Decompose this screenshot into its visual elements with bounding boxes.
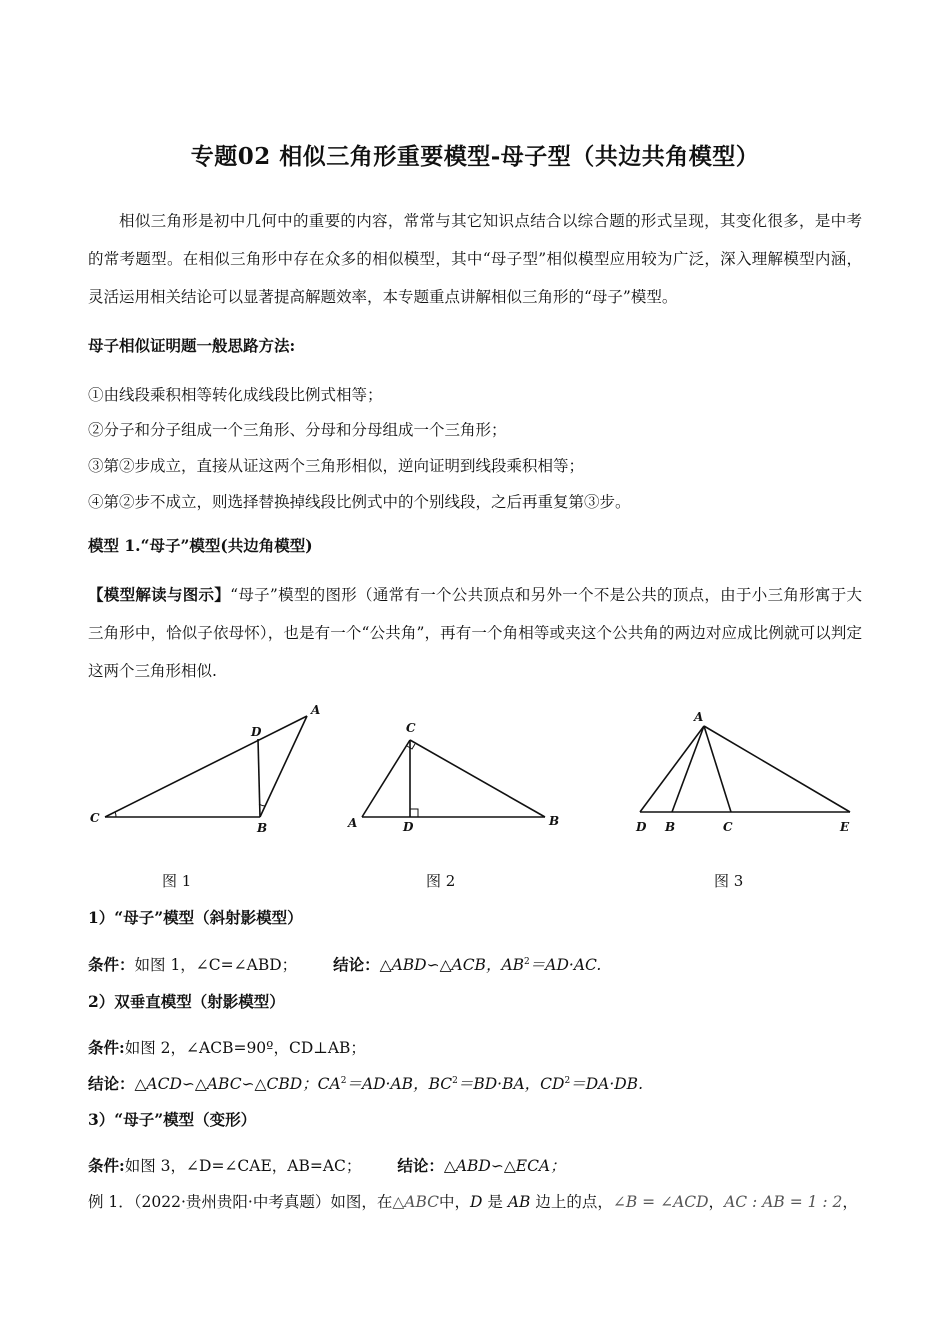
fig3-label-e: E bbox=[840, 820, 850, 834]
fig1-label-c: C bbox=[90, 811, 100, 825]
section2-condition-label: 条件: bbox=[88, 1038, 125, 1057]
section2-condition: 如图 2，∠ACB=90º，CD⊥AB； bbox=[124, 1039, 366, 1057]
figure-2 bbox=[340, 716, 565, 842]
fig3-label-b: B bbox=[665, 820, 676, 834]
section3-conclusion: △ABD∽△ECA； bbox=[443, 1157, 566, 1175]
figure-2-caption: 图 2 bbox=[426, 872, 456, 890]
step-3: ③第②步成立，直接从证这两个三角形相似，逆向证明到线段乘积相等； bbox=[88, 457, 585, 475]
figure-3-caption: 图 3 bbox=[714, 872, 744, 890]
section2-conclusion-d: ＝DA·DB. bbox=[570, 1075, 643, 1093]
section2-conclusion-c: ＝BD·BA，CD bbox=[457, 1075, 565, 1093]
example-label: 例 1． bbox=[88, 1193, 134, 1211]
fig1-label-b: B bbox=[257, 821, 268, 835]
example-angle: ∠B = ∠ACD bbox=[612, 1193, 709, 1211]
intro-paragraph: 相似三角形是初中几何中的重要的内容，常常与其它知识点结合以综合题的形式呈现，其变化很多，是中考的常考题型。在相似三角形中存在众多的相似模型，其中“母子型”相似模型应用较为广泛，深入理解模型内涵，灵活运用相关结论可以显著提高解题效率，本专题重点讲解相似三角形的“母子”模型。 bbox=[88, 212, 862, 306]
example-comma: ， bbox=[708, 1193, 725, 1211]
section1-conclusion-tail: ＝AD·AC. bbox=[529, 956, 602, 974]
section3-condition-label: 条件: bbox=[88, 1156, 125, 1175]
section1-heading: 1）“母子”模型（斜射影模型） bbox=[88, 908, 303, 927]
fig2-label-d: D bbox=[403, 820, 414, 834]
section2-sup-1: 2 bbox=[340, 1075, 347, 1086]
example-triangle: △ABC bbox=[392, 1193, 440, 1211]
section1-condition: 如图 1，∠C=∠ABD； bbox=[134, 956, 298, 974]
section2-conclusion-a: △ACD∽△ABC∽△CBD；CA bbox=[134, 1075, 341, 1093]
example-end: ， bbox=[842, 1193, 858, 1211]
section3-heading: 3）“母子”模型（变形） bbox=[88, 1110, 257, 1129]
step-1: ①由线段乘积相等转化成线段比例式相等； bbox=[88, 386, 383, 404]
fig2-label-b: B bbox=[549, 814, 560, 828]
section2-condition-line bbox=[88, 1036, 366, 1058]
step-4: ④第②步不成立，则选择替换掉线段比例式中的个别线段，之后再重复第③步。 bbox=[88, 493, 631, 511]
section2-conclusion-label: 结论： bbox=[88, 1074, 135, 1093]
example-source: （2022·贵州贵阳·中考真题）如图，在 bbox=[133, 1193, 393, 1211]
fig2-label-a: A bbox=[348, 816, 358, 830]
figure-1 bbox=[85, 698, 325, 842]
section3-content bbox=[88, 1154, 566, 1176]
example-on: 边上的点， bbox=[530, 1193, 613, 1211]
section1-conclusion-label: 结论： bbox=[333, 955, 380, 974]
fig3-label-d: D bbox=[636, 820, 647, 834]
fig1-label-a: A bbox=[311, 703, 321, 717]
section2-sup-2: 2 bbox=[452, 1075, 458, 1086]
section2-conclusion-b: ＝AD·AB，BC bbox=[346, 1075, 453, 1093]
model1-heading: 模型 1.“母子”模型(共边角模型) bbox=[88, 536, 313, 555]
figure-3 bbox=[628, 704, 868, 843]
model-read-label: 【模型解读与图示】 bbox=[88, 585, 231, 604]
model-read-text: “母子”模型的图形（通常有一个公共顶点和另外一个不是公共的顶点，由于小三角形寓于大三角形中，恰似子依母怀），也是有一个“公共角”，再有一个角相等或夹这个公共角的两边对应成比例就可以判定这两个三角形相似. bbox=[88, 586, 862, 680]
section1-conclusion: △ABD∽△ACB，AB bbox=[379, 956, 525, 974]
example-is: 是 bbox=[482, 1193, 508, 1211]
example-1 bbox=[88, 1190, 858, 1212]
example-ratio: AC : AB = 1 : 2 bbox=[724, 1193, 843, 1211]
example-ab: AB bbox=[507, 1193, 531, 1211]
page-title: 专题02 相似三角形重要模型-母子型（共边共角模型） bbox=[190, 143, 760, 170]
example-mid: 中， bbox=[439, 1193, 471, 1211]
method-heading: 母子相似证明题一般思路方法: bbox=[88, 336, 296, 355]
fig3-label-c: C bbox=[723, 820, 733, 834]
section2-sup-3: 2 bbox=[564, 1075, 571, 1086]
fig3-label-a: A bbox=[694, 710, 704, 724]
step-2: ②分子和分子组成一个三角形、分母和分母组成一个三角形； bbox=[88, 421, 507, 439]
fig2-label-c: C bbox=[406, 721, 416, 735]
section1-condition-label: 条件： bbox=[88, 955, 135, 974]
section3-condition: 如图 3，∠D=∠CAE，AB=AC； bbox=[124, 1157, 362, 1175]
section3-conclusion-label: 结论： bbox=[397, 1156, 444, 1175]
section2-heading: 2）双垂直模型（射影模型） bbox=[88, 992, 285, 1011]
section1-content bbox=[88, 953, 601, 975]
figure-1-caption: 图 1 bbox=[162, 872, 192, 890]
section1-sup: 2 bbox=[524, 956, 530, 967]
section2-conclusion-line bbox=[88, 1072, 643, 1094]
fig1-label-d: D bbox=[251, 725, 262, 739]
model-description bbox=[88, 576, 862, 690]
example-point-d: D bbox=[470, 1193, 483, 1211]
